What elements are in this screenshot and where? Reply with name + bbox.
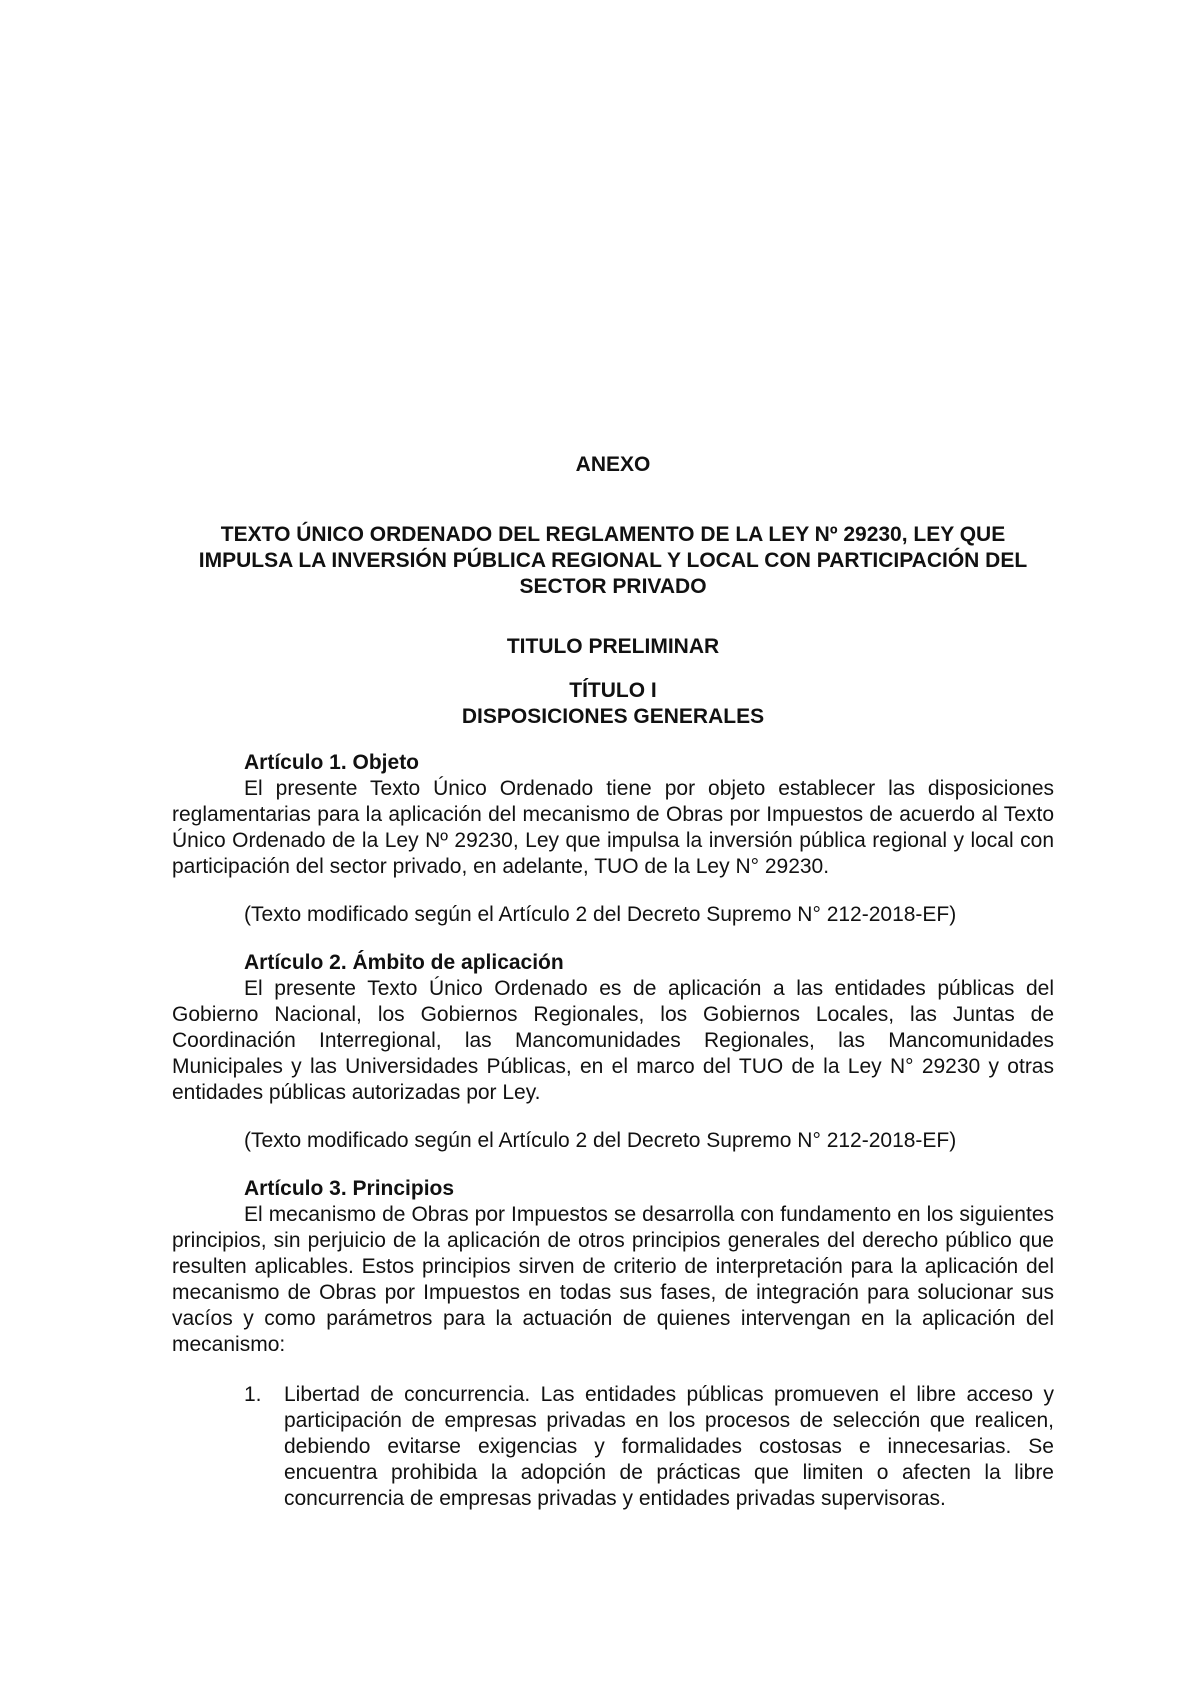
article-2 <box>172 950 1054 1154</box>
article-1-note: (Texto modificado según el Artículo 2 del Decreto Supremo N° 212-2018-EF) <box>244 903 957 926</box>
list-item-number: 1. <box>244 1383 262 1406</box>
list-item-text: Libertad de concurrencia. Las entidades públicas promueven el libre acceso y participación de empresas privadas en los procesos de selección que realicen, debiendo evitarse exigencias y formalidades costosas e innecesarias. Se encuentra prohibida la adopción de prácticas que limiten o afecten la libre concurrencia de empresas privadas y entidades privadas supervisoras. <box>284 1383 1054 1510</box>
titulo-i-heading: TÍTULO I <box>569 679 657 702</box>
principles-list <box>172 1382 1054 1512</box>
article-1-body: El presente Texto Único Ordenado tiene por objeto establecer las disposiciones reglamentarias para la aplicación del mecanismo de Obras por Impuestos de acuerdo al Texto Único Ordenado de la Ley Nº 29230, Ley que impulsa la inversión pública regional y local con participación del sector privado, en adelante, TUO de la Ley N° 29230. <box>172 777 1054 878</box>
article-2-heading: Artículo 2. Ámbito de aplicación <box>244 951 564 974</box>
document-page <box>172 452 1054 1512</box>
article-1-heading: Artículo 1. Objeto <box>244 751 420 774</box>
titulo-i-name: DISPOSICIONES GENERALES <box>461 705 765 728</box>
article-1 <box>172 750 1054 928</box>
article-3 <box>172 1176 1054 1512</box>
main-title: TEXTO ÚNICO ORDENADO DEL REGLAMENTO DE LA LEY Nº 29230, LEY QUE IMPULSA LA INVERSIÓN PÚBLICA REGIONAL Y LOCAL CON PARTICIPACIÓN DEL SECTOR PRIVADO <box>198 523 1028 598</box>
article-2-body: El presente Texto Único Ordenado es de aplicación a las entidades públicas del Gobierno Nacional, los Gobiernos Regionales, los Gobiernos Locales, las Juntas de Coordinación Interregional, las Mancomunidades Regionales, las Mancomunidades Municipales y las Universidades Públicas, en el marco del TUO de la Ley N° 29230 y otras entidades públicas autorizadas por Ley. <box>172 977 1054 1104</box>
article-3-heading: Artículo 3. Principios <box>244 1177 455 1200</box>
list-item <box>172 1382 1054 1512</box>
titulo-preliminar-heading: TITULO PRELIMINAR <box>506 635 720 658</box>
anexo-heading: ANEXO <box>575 453 651 476</box>
article-2-note: (Texto modificado según el Artículo 2 del Decreto Supremo N° 212-2018-EF) <box>244 1129 957 1152</box>
article-3-body: El mecanismo de Obras por Impuestos se desarrolla con fundamento en los siguientes principios, sin perjuicio de la aplicación de otros principios generales del derecho público que resulten aplicables. Estos principios sirven de criterio de interpretación para la aplicación del mecanismo de Obras por Impuestos en todas sus fases, de integración para solucionar sus vacíos y como parámetros para la actuación de quienes intervengan en la aplicación del mecanismo: <box>172 1203 1054 1356</box>
